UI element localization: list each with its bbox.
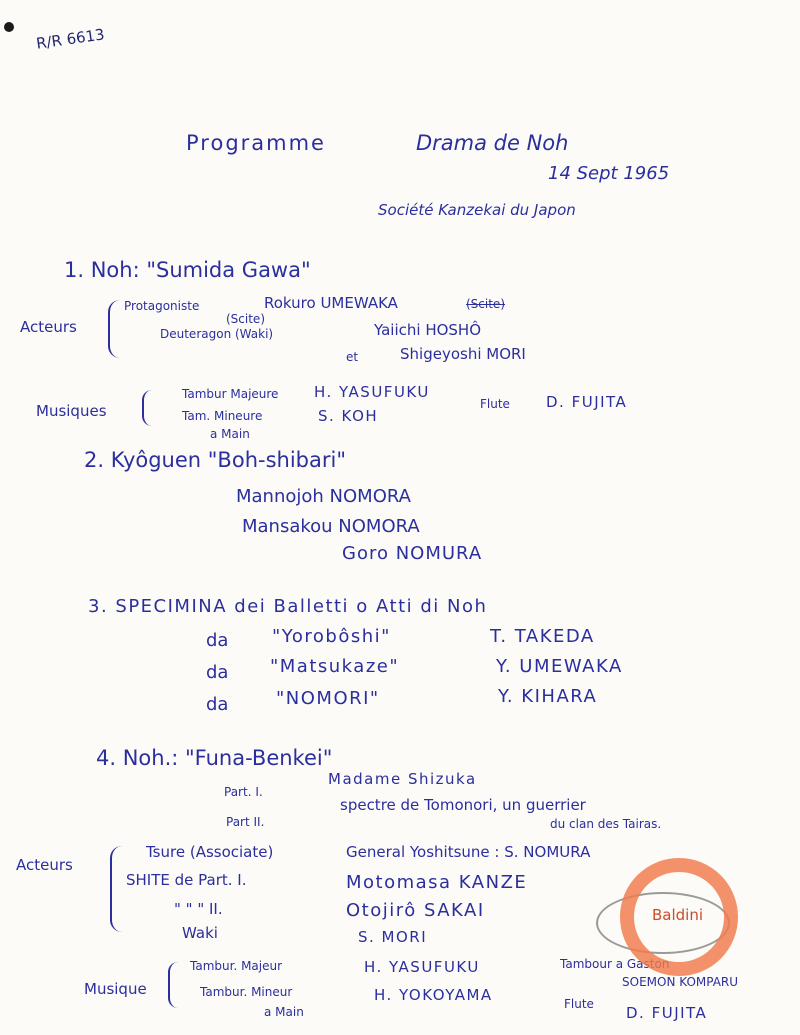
item-2-actor-2: Mansakou NOMORA bbox=[242, 516, 420, 537]
item-4-flute-player: D. FUJITA bbox=[626, 1004, 708, 1022]
item-1-actors-brace bbox=[108, 300, 120, 358]
item-1-musician-1: H. YASUFUKU bbox=[314, 383, 430, 401]
item-2-actor-1: Mannojoh NOMORA bbox=[236, 486, 411, 507]
item-1-role-3: et bbox=[346, 350, 359, 364]
baldini-stamp-label: Baldini bbox=[652, 906, 704, 924]
item-4-music-label: Musique bbox=[84, 980, 147, 998]
item-1-flute-label: Flute bbox=[480, 397, 510, 411]
item-3-title-1: "Yorobôshi" bbox=[272, 626, 391, 647]
item-4-role-2: SHITE de Part. I. bbox=[126, 871, 247, 889]
programme-title: Programme bbox=[186, 131, 326, 155]
society-name: Société Kanzekai du Japon bbox=[378, 201, 576, 219]
item-1-actor-1-struck: (Scite) bbox=[466, 297, 505, 311]
item-3-title-3: "NOMORI" bbox=[276, 688, 380, 709]
item-4-part-1-text: Madame Shizuka bbox=[328, 770, 477, 788]
item-4-musician-2: H. YOKOYAMA bbox=[374, 986, 493, 1004]
ink-spot bbox=[4, 22, 14, 32]
item-3-prefix-3: da bbox=[206, 694, 229, 715]
item-4-part-2-text: spectre de Tomonori, un guerrier bbox=[340, 796, 586, 814]
item-4-actor-4: S. MORI bbox=[358, 928, 428, 946]
item-1-musician-2: S. KOH bbox=[318, 407, 379, 425]
item-2-heading: 2. Kyôguen "Boh-shibari" bbox=[84, 448, 346, 472]
item-4-role-4: Waki bbox=[182, 924, 218, 942]
item-1-heading: 1. Noh: "Sumida Gawa" bbox=[64, 258, 311, 282]
item-1-role-2: Deuteragon (Waki) bbox=[160, 327, 274, 341]
item-3-prefix-2: da bbox=[206, 662, 229, 683]
item-4-actor-3: Otojirô SAKAI bbox=[346, 900, 485, 921]
item-4-role-3: " " " II. bbox=[174, 900, 223, 918]
item-4-instrument-2: Tambur. Mineur bbox=[200, 985, 293, 999]
item-2-actor-3: Goro NOMURA bbox=[342, 543, 483, 564]
item-3-prefix-1: da bbox=[206, 630, 229, 651]
item-4-musician-1: H. YASUFUKU bbox=[364, 958, 480, 976]
programme-subtitle: Drama de Noh bbox=[416, 131, 569, 155]
reference-number: R/R 6613 bbox=[35, 25, 106, 53]
item-4-actor-1: General Yoshitsune : S. NOMURA bbox=[346, 843, 591, 861]
item-3-performer-2: Y. UMEWAKA bbox=[496, 656, 623, 677]
item-1-role-1-note: (Scite) bbox=[226, 312, 265, 326]
item-1-music-label: Musiques bbox=[36, 402, 107, 420]
item-4-part-2-line2: du clan des Tairas. bbox=[550, 817, 662, 831]
item-3-title-2: "Matsukaze" bbox=[270, 656, 400, 677]
item-1-instrument-1: Tambur Majeure bbox=[182, 387, 279, 401]
item-1-actor-3: Shigeyoshi MORI bbox=[400, 345, 526, 363]
item-4-part-2-label: Part II. bbox=[226, 815, 265, 829]
item-1-instrument-2: Tam. Mineure bbox=[182, 409, 263, 423]
item-4-music-brace bbox=[168, 962, 178, 1008]
item-3-performer-1: T. TAKEDA bbox=[490, 626, 595, 647]
item-3-heading: 3. SPECIMINA dei Balletti o Atti di Noh bbox=[88, 596, 488, 617]
programme-date: 14 Sept 1965 bbox=[548, 163, 670, 184]
item-4-instrument-3: a Main bbox=[264, 1005, 304, 1019]
item-1-actor-2: Yaiichi HOSHÔ bbox=[374, 321, 482, 339]
item-4-flute-label: Flute bbox=[564, 997, 594, 1011]
item-4-actor-2: Motomasa KANZE bbox=[346, 872, 528, 893]
item-4-instrument-1: Tambur. Majeur bbox=[190, 959, 283, 973]
item-4-actors-brace bbox=[110, 846, 122, 932]
item-1-music-brace bbox=[142, 390, 152, 426]
item-1-actors-label: Acteurs bbox=[20, 318, 77, 336]
item-1-role-1: Protagoniste bbox=[124, 299, 200, 313]
item-4-role-1: Tsure (Associate) bbox=[146, 843, 274, 861]
item-3-performer-3: Y. KIHARA bbox=[498, 686, 598, 707]
item-1-actor-1: Rokuro UMEWAKA bbox=[264, 294, 398, 312]
item-1-instrument-3: a Main bbox=[210, 427, 250, 441]
item-4-part-1-label: Part. I. bbox=[224, 785, 263, 799]
item-1-flute-player: D. FUJITA bbox=[546, 393, 628, 411]
item-4-tambour-gaston: Tambour a Gaston bbox=[560, 957, 670, 971]
item-4-extra-name: SOEMON KOMPARU bbox=[622, 975, 739, 989]
item-4-actors-label: Acteurs bbox=[16, 856, 73, 874]
item-4-heading: 4. Noh.: "Funa-Benkei" bbox=[96, 746, 333, 770]
